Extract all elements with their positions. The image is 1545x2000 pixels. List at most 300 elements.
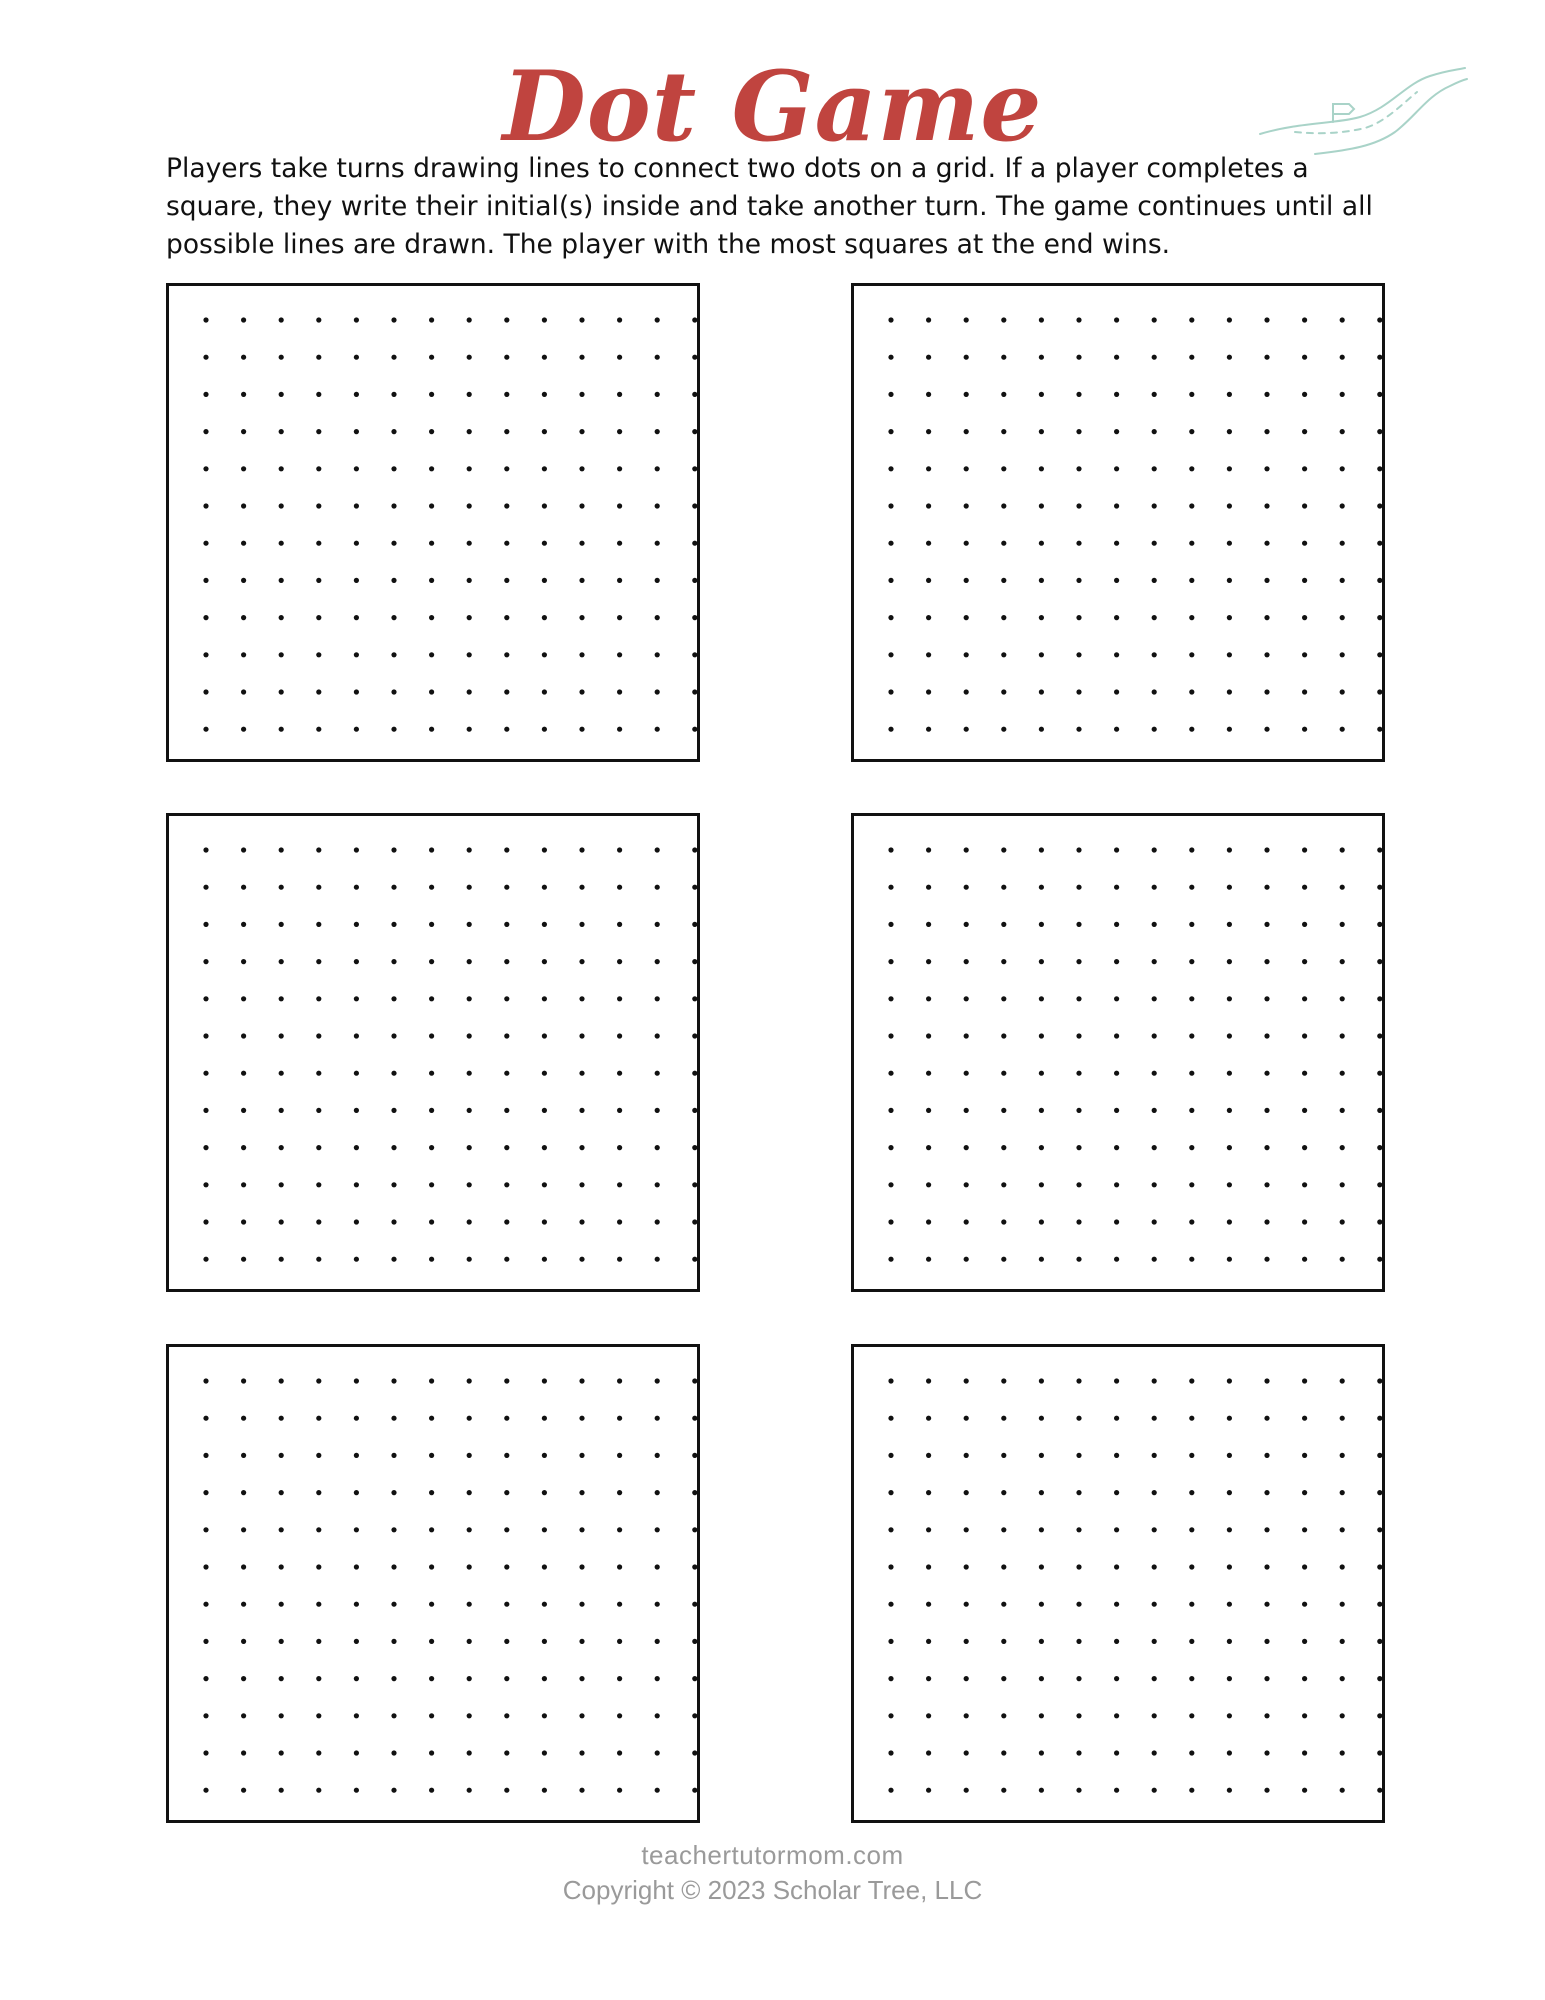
dot-grid[interactable] — [851, 813, 1385, 1292]
grid-dot[interactable] — [1189, 922, 1194, 927]
grid-dot[interactable] — [316, 392, 321, 397]
grid-dot[interactable] — [1189, 1639, 1194, 1644]
grid-dot[interactable] — [579, 1378, 584, 1383]
grid-dot[interactable] — [1001, 1602, 1006, 1607]
grid-dot[interactable] — [579, 317, 584, 322]
grid-dot[interactable] — [888, 1639, 893, 1644]
grid-dot[interactable] — [888, 466, 893, 471]
grid-dot[interactable] — [1377, 1564, 1382, 1569]
grid-dot[interactable] — [1114, 1564, 1119, 1569]
grid-dot[interactable] — [1189, 392, 1194, 397]
grid-dot[interactable] — [617, 1602, 622, 1607]
grid-dot[interactable] — [1377, 1490, 1382, 1495]
grid-dot[interactable] — [926, 1145, 931, 1150]
grid-dot[interactable] — [1302, 1219, 1307, 1224]
grid-dot[interactable] — [391, 1602, 396, 1607]
grid-dot[interactable] — [926, 959, 931, 964]
grid-dot[interactable] — [542, 1788, 547, 1793]
grid-dot[interactable] — [1001, 847, 1006, 852]
grid-dot[interactable] — [1114, 652, 1119, 657]
grid-dot[interactable] — [429, 578, 434, 583]
grid-dot[interactable] — [888, 1453, 893, 1458]
grid-dot[interactable] — [1001, 1453, 1006, 1458]
grid-dot[interactable] — [1189, 1602, 1194, 1607]
grid-dot[interactable] — [1039, 996, 1044, 1001]
grid-dot[interactable] — [1377, 1257, 1382, 1262]
grid-dot[interactable] — [1302, 847, 1307, 852]
grid-dot[interactable] — [579, 615, 584, 620]
grid-dot[interactable] — [542, 1639, 547, 1644]
grid-dot[interactable] — [354, 466, 359, 471]
grid-dot[interactable] — [1039, 317, 1044, 322]
grid-dot[interactable] — [1152, 922, 1157, 927]
grid-dot[interactable] — [1114, 429, 1119, 434]
grid-dot[interactable] — [655, 1564, 660, 1569]
grid-dot[interactable] — [964, 1257, 969, 1262]
grid-dot[interactable] — [391, 578, 396, 583]
grid-dot[interactable] — [391, 1416, 396, 1421]
grid-dot[interactable] — [1227, 1257, 1232, 1262]
grid-dot[interactable] — [241, 503, 246, 508]
grid-dot[interactable] — [1264, 355, 1269, 360]
grid-dot[interactable] — [279, 1416, 284, 1421]
grid-dot[interactable] — [1076, 503, 1081, 508]
grid-dot[interactable] — [391, 1713, 396, 1718]
grid-dot[interactable] — [692, 922, 697, 927]
grid-dot[interactable] — [429, 1564, 434, 1569]
dot-grid[interactable] — [851, 1344, 1385, 1823]
grid-dot[interactable] — [241, 959, 246, 964]
grid-dot[interactable] — [542, 392, 547, 397]
grid-dot[interactable] — [504, 1219, 509, 1224]
grid-dot[interactable] — [354, 1527, 359, 1532]
grid-dot[interactable] — [504, 996, 509, 1001]
grid-dot[interactable] — [1114, 541, 1119, 546]
grid-dot[interactable] — [467, 1416, 472, 1421]
grid-dot[interactable] — [1152, 1257, 1157, 1262]
grid-dot[interactable] — [1227, 355, 1232, 360]
grid-dot[interactable] — [692, 1378, 697, 1383]
grid-dot[interactable] — [1340, 1750, 1345, 1755]
grid-dot[interactable] — [964, 1676, 969, 1681]
grid-dot[interactable] — [1076, 1527, 1081, 1532]
grid-dot[interactable] — [1264, 317, 1269, 322]
grid-dot[interactable] — [1264, 847, 1269, 852]
grid-dot[interactable] — [542, 1219, 547, 1224]
grid-dot[interactable] — [241, 1416, 246, 1421]
grid-dot[interactable] — [926, 922, 931, 927]
grid-dot[interactable] — [1227, 1033, 1232, 1038]
grid-dot[interactable] — [1076, 1564, 1081, 1569]
grid-dot[interactable] — [316, 1527, 321, 1532]
grid-dot[interactable] — [1039, 503, 1044, 508]
grid-dot[interactable] — [354, 689, 359, 694]
grid-dot[interactable] — [1114, 1219, 1119, 1224]
grid-dot[interactable] — [1340, 615, 1345, 620]
grid-dot[interactable] — [1152, 1108, 1157, 1113]
grid-dot[interactable] — [888, 1527, 893, 1532]
grid-dot[interactable] — [926, 1416, 931, 1421]
grid-dot[interactable] — [1001, 1182, 1006, 1187]
grid-dot[interactable] — [1227, 689, 1232, 694]
grid-dot[interactable] — [316, 503, 321, 508]
grid-dot[interactable] — [1340, 355, 1345, 360]
grid-dot[interactable] — [1340, 1490, 1345, 1495]
grid-dot[interactable] — [964, 578, 969, 583]
grid-dot[interactable] — [1039, 1108, 1044, 1113]
grid-dot[interactable] — [655, 1219, 660, 1224]
grid-dot[interactable] — [617, 1108, 622, 1113]
grid-dot[interactable] — [429, 996, 434, 1001]
grid-dot[interactable] — [1377, 996, 1382, 1001]
grid-dot[interactable] — [1340, 503, 1345, 508]
grid-dot[interactable] — [467, 689, 472, 694]
grid-dot[interactable] — [279, 429, 284, 434]
grid-dot[interactable] — [279, 317, 284, 322]
grid-dot[interactable] — [964, 996, 969, 1001]
grid-dot[interactable] — [579, 727, 584, 732]
grid-dot[interactable] — [1152, 847, 1157, 852]
grid-dot[interactable] — [579, 1453, 584, 1458]
grid-dot[interactable] — [316, 1788, 321, 1793]
grid-dot[interactable] — [241, 996, 246, 1001]
grid-dot[interactable] — [964, 355, 969, 360]
grid-dot[interactable] — [203, 1453, 208, 1458]
grid-dot[interactable] — [579, 1257, 584, 1262]
grid-dot[interactable] — [655, 317, 660, 322]
grid-dot[interactable] — [692, 959, 697, 964]
grid-dot[interactable] — [579, 1713, 584, 1718]
grid-dot[interactable] — [1076, 727, 1081, 732]
grid-dot[interactable] — [1076, 1416, 1081, 1421]
grid-dot[interactable] — [542, 317, 547, 322]
grid-dot[interactable] — [1076, 1490, 1081, 1495]
grid-dot[interactable] — [692, 355, 697, 360]
grid-dot[interactable] — [391, 996, 396, 1001]
grid-dot[interactable] — [1302, 1108, 1307, 1113]
grid-dot[interactable] — [504, 392, 509, 397]
grid-dot[interactable] — [1264, 1108, 1269, 1113]
grid-dot[interactable] — [1152, 317, 1157, 322]
grid-dot[interactable] — [1302, 1676, 1307, 1681]
grid-dot[interactable] — [964, 429, 969, 434]
grid-dot[interactable] — [1039, 689, 1044, 694]
grid-dot[interactable] — [467, 355, 472, 360]
grid-dot[interactable] — [1377, 615, 1382, 620]
grid-dot[interactable] — [391, 727, 396, 732]
grid-dot[interactable] — [692, 578, 697, 583]
grid-dot[interactable] — [1264, 652, 1269, 657]
grid-dot[interactable] — [467, 1639, 472, 1644]
grid-dot[interactable] — [964, 1564, 969, 1569]
grid-dot[interactable] — [888, 1033, 893, 1038]
grid-dot[interactable] — [1227, 652, 1232, 657]
grid-dot[interactable] — [542, 1033, 547, 1038]
grid-dot[interactable] — [241, 847, 246, 852]
grid-dot[interactable] — [279, 1602, 284, 1607]
grid-dot[interactable] — [241, 727, 246, 732]
grid-dot[interactable] — [203, 1527, 208, 1532]
grid-dot[interactable] — [1227, 429, 1232, 434]
grid-dot[interactable] — [655, 1033, 660, 1038]
grid-dot[interactable] — [1264, 922, 1269, 927]
grid-dot[interactable] — [1152, 1564, 1157, 1569]
grid-dot[interactable] — [354, 429, 359, 434]
grid-dot[interactable] — [203, 615, 208, 620]
grid-dot[interactable] — [1114, 615, 1119, 620]
grid-dot[interactable] — [617, 1257, 622, 1262]
grid-dot[interactable] — [279, 1639, 284, 1644]
grid-dot[interactable] — [391, 355, 396, 360]
grid-dot[interactable] — [1302, 885, 1307, 890]
grid-dot[interactable] — [888, 1219, 893, 1224]
grid-dot[interactable] — [504, 466, 509, 471]
grid-dot[interactable] — [888, 1071, 893, 1076]
grid-dot[interactable] — [1001, 1145, 1006, 1150]
grid-dot[interactable] — [1264, 1145, 1269, 1150]
grid-dot[interactable] — [964, 317, 969, 322]
grid-dot[interactable] — [1114, 1602, 1119, 1607]
grid-dot[interactable] — [1152, 1145, 1157, 1150]
grid-dot[interactable] — [579, 1564, 584, 1569]
grid-dot[interactable] — [655, 392, 660, 397]
grid-dot[interactable] — [1189, 1490, 1194, 1495]
grid-dot[interactable] — [926, 541, 931, 546]
grid-dot[interactable] — [888, 1713, 893, 1718]
grid-dot[interactable] — [1001, 652, 1006, 657]
grid-dot[interactable] — [354, 1564, 359, 1569]
grid-dot[interactable] — [542, 541, 547, 546]
grid-dot[interactable] — [429, 727, 434, 732]
grid-dot[interactable] — [354, 1378, 359, 1383]
grid-dot[interactable] — [429, 392, 434, 397]
grid-dot[interactable] — [926, 1071, 931, 1076]
grid-dot[interactable] — [655, 1490, 660, 1495]
grid-dot[interactable] — [1264, 1676, 1269, 1681]
grid-dot[interactable] — [316, 727, 321, 732]
grid-dot[interactable] — [354, 1676, 359, 1681]
grid-dot[interactable] — [692, 503, 697, 508]
grid-dot[interactable] — [1039, 615, 1044, 620]
grid-dot[interactable] — [241, 1378, 246, 1383]
grid-dot[interactable] — [542, 1145, 547, 1150]
grid-dot[interactable] — [391, 1750, 396, 1755]
grid-dot[interactable] — [316, 429, 321, 434]
grid-dot[interactable] — [391, 959, 396, 964]
grid-dot[interactable] — [1189, 1378, 1194, 1383]
grid-dot[interactable] — [504, 1750, 509, 1755]
grid-dot[interactable] — [1001, 615, 1006, 620]
grid-dot[interactable] — [926, 1639, 931, 1644]
grid-dot[interactable] — [467, 1182, 472, 1187]
grid-dot[interactable] — [1227, 727, 1232, 732]
grid-dot[interactable] — [1377, 1071, 1382, 1076]
grid-dot[interactable] — [1340, 1108, 1345, 1113]
grid-dot[interactable] — [1189, 1564, 1194, 1569]
grid-dot[interactable] — [1264, 1713, 1269, 1718]
grid-dot[interactable] — [391, 922, 396, 927]
grid-dot[interactable] — [1264, 429, 1269, 434]
grid-dot[interactable] — [1189, 1713, 1194, 1718]
grid-dot[interactable] — [1152, 1182, 1157, 1187]
grid-dot[interactable] — [1227, 317, 1232, 322]
grid-dot[interactable] — [1039, 1750, 1044, 1755]
grid-dot[interactable] — [203, 1564, 208, 1569]
grid-dot[interactable] — [1302, 1378, 1307, 1383]
grid-dot[interactable] — [1039, 1527, 1044, 1532]
grid-dot[interactable] — [1377, 1639, 1382, 1644]
grid-dot[interactable] — [429, 1713, 434, 1718]
grid-dot[interactable] — [964, 1713, 969, 1718]
grid-dot[interactable] — [1227, 503, 1232, 508]
grid-dot[interactable] — [1227, 1145, 1232, 1150]
grid-dot[interactable] — [1114, 1676, 1119, 1681]
grid-dot[interactable] — [354, 1713, 359, 1718]
grid-dot[interactable] — [1189, 541, 1194, 546]
grid-dot[interactable] — [354, 1108, 359, 1113]
grid-dot[interactable] — [1039, 541, 1044, 546]
grid-dot[interactable] — [429, 1145, 434, 1150]
grid-dot[interactable] — [1114, 466, 1119, 471]
grid-dot[interactable] — [617, 429, 622, 434]
grid-dot[interactable] — [241, 1490, 246, 1495]
grid-dot[interactable] — [1189, 1453, 1194, 1458]
grid-dot[interactable] — [888, 727, 893, 732]
grid-dot[interactable] — [391, 1145, 396, 1150]
grid-dot[interactable] — [655, 652, 660, 657]
grid-dot[interactable] — [1227, 1750, 1232, 1755]
grid-dot[interactable] — [1189, 355, 1194, 360]
grid-dot[interactable] — [964, 1453, 969, 1458]
grid-dot[interactable] — [467, 1750, 472, 1755]
grid-dot[interactable] — [1340, 1676, 1345, 1681]
grid-dot[interactable] — [1189, 959, 1194, 964]
grid-dot[interactable] — [1340, 652, 1345, 657]
grid-dot[interactable] — [579, 1750, 584, 1755]
grid-dot[interactable] — [1152, 429, 1157, 434]
grid-dot[interactable] — [617, 578, 622, 583]
grid-dot[interactable] — [1189, 1219, 1194, 1224]
grid-dot[interactable] — [579, 1416, 584, 1421]
grid-dot[interactable] — [1264, 1527, 1269, 1532]
grid-dot[interactable] — [241, 392, 246, 397]
grid-dot[interactable] — [203, 503, 208, 508]
grid-dot[interactable] — [316, 1676, 321, 1681]
grid-dot[interactable] — [354, 1490, 359, 1495]
grid-dot[interactable] — [203, 429, 208, 434]
grid-dot[interactable] — [1076, 847, 1081, 852]
grid-dot[interactable] — [467, 922, 472, 927]
grid-dot[interactable] — [391, 1108, 396, 1113]
grid-dot[interactable] — [279, 959, 284, 964]
grid-dot[interactable] — [354, 1639, 359, 1644]
grid-dot[interactable] — [241, 1219, 246, 1224]
grid-dot[interactable] — [1340, 885, 1345, 890]
grid-dot[interactable] — [316, 466, 321, 471]
grid-dot[interactable] — [1227, 1108, 1232, 1113]
grid-dot[interactable] — [279, 1033, 284, 1038]
grid-dot[interactable] — [888, 959, 893, 964]
grid-dot[interactable] — [1264, 578, 1269, 583]
grid-dot[interactable] — [467, 1564, 472, 1569]
grid-dot[interactable] — [279, 1108, 284, 1113]
grid-dot[interactable] — [1001, 541, 1006, 546]
grid-dot[interactable] — [354, 1182, 359, 1187]
grid-dot[interactable] — [655, 1527, 660, 1532]
grid-dot[interactable] — [1076, 541, 1081, 546]
grid-dot[interactable] — [354, 1453, 359, 1458]
grid-dot[interactable] — [1227, 922, 1232, 927]
grid-dot[interactable] — [888, 996, 893, 1001]
grid-dot[interactable] — [467, 885, 472, 890]
grid-dot[interactable] — [655, 1416, 660, 1421]
grid-dot[interactable] — [1377, 541, 1382, 546]
grid-dot[interactable] — [1189, 1033, 1194, 1038]
grid-dot[interactable] — [964, 392, 969, 397]
dot-grid[interactable] — [851, 283, 1385, 762]
grid-dot[interactable] — [1227, 1378, 1232, 1383]
grid-dot[interactable] — [1152, 1676, 1157, 1681]
grid-dot[interactable] — [354, 1602, 359, 1607]
grid-dot[interactable] — [1264, 1416, 1269, 1421]
grid-dot[interactable] — [926, 689, 931, 694]
grid-dot[interactable] — [429, 1033, 434, 1038]
grid-dot[interactable] — [655, 996, 660, 1001]
grid-dot[interactable] — [888, 652, 893, 657]
grid-dot[interactable] — [542, 1453, 547, 1458]
grid-dot[interactable] — [1377, 1788, 1382, 1793]
grid-dot[interactable] — [467, 1713, 472, 1718]
grid-dot[interactable] — [1001, 959, 1006, 964]
grid-dot[interactable] — [203, 922, 208, 927]
grid-dot[interactable] — [429, 1108, 434, 1113]
grid-dot[interactable] — [926, 503, 931, 508]
grid-dot[interactable] — [542, 1527, 547, 1532]
grid-dot[interactable] — [1340, 1033, 1345, 1038]
grid-dot[interactable] — [1264, 1490, 1269, 1495]
grid-dot[interactable] — [429, 1182, 434, 1187]
grid-dot[interactable] — [1264, 689, 1269, 694]
grid-dot[interactable] — [1189, 466, 1194, 471]
grid-dot[interactable] — [467, 1788, 472, 1793]
grid-dot[interactable] — [429, 1453, 434, 1458]
grid-dot[interactable] — [1302, 1788, 1307, 1793]
grid-dot[interactable] — [1039, 1676, 1044, 1681]
grid-dot[interactable] — [579, 578, 584, 583]
grid-dot[interactable] — [1076, 392, 1081, 397]
grid-dot[interactable] — [692, 1564, 697, 1569]
grid-dot[interactable] — [1039, 847, 1044, 852]
grid-dot[interactable] — [926, 1750, 931, 1755]
grid-dot[interactable] — [964, 959, 969, 964]
grid-dot[interactable] — [1302, 466, 1307, 471]
grid-dot[interactable] — [926, 652, 931, 657]
grid-dot[interactable] — [354, 317, 359, 322]
grid-dot[interactable] — [203, 578, 208, 583]
grid-dot[interactable] — [964, 885, 969, 890]
grid-dot[interactable] — [692, 1676, 697, 1681]
grid-dot[interactable] — [1302, 503, 1307, 508]
grid-dot[interactable] — [692, 429, 697, 434]
grid-dot[interactable] — [241, 1071, 246, 1076]
grid-dot[interactable] — [241, 652, 246, 657]
grid-dot[interactable] — [617, 503, 622, 508]
grid-dot[interactable] — [1340, 727, 1345, 732]
grid-dot[interactable] — [1114, 1378, 1119, 1383]
grid-dot[interactable] — [504, 1071, 509, 1076]
grid-dot[interactable] — [926, 996, 931, 1001]
grid-dot[interactable] — [692, 317, 697, 322]
